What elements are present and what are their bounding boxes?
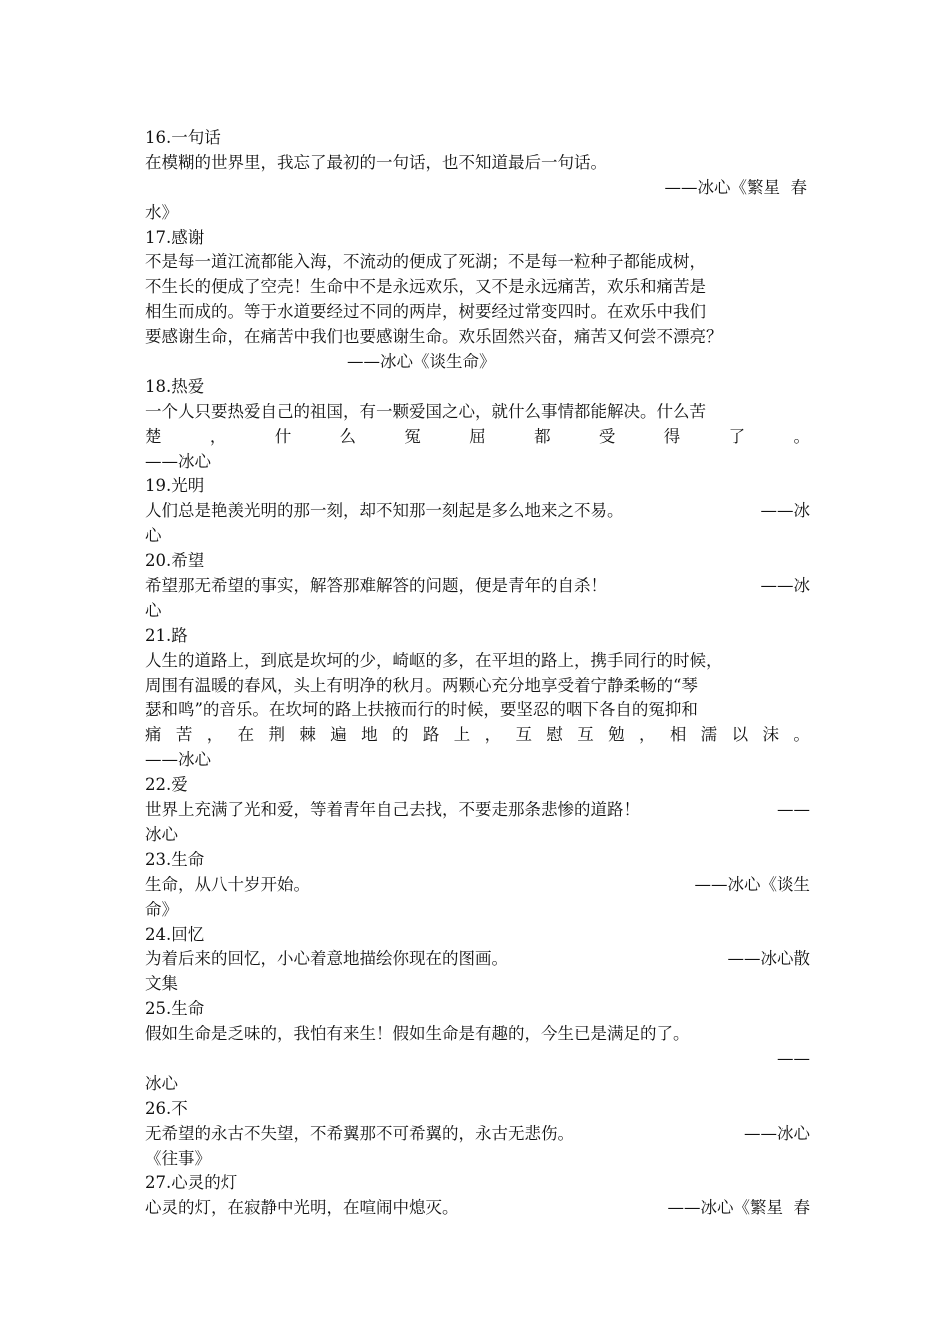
spread-char: 上 <box>453 725 471 745</box>
spread-char: 都 <box>534 426 551 446</box>
item-23-quote: 生命，从八十岁开始。 <box>145 874 310 894</box>
item-23-attribution: ——冰心《谈生 <box>694 874 810 894</box>
spread-char: 相 <box>669 725 687 745</box>
item-21-text: 周围有温暖的春风，头上有明净的秋月。两颗心充分地享受着宁静柔畅的“琴 <box>145 675 698 695</box>
spread-char: ， <box>484 725 502 745</box>
item-19-text <box>145 499 810 524</box>
spread-char: 楚 <box>145 426 162 446</box>
item-27-attribution: ——冰心《繁星 春 <box>667 1198 810 1218</box>
item-20-attribution-cont: 心 <box>145 600 162 620</box>
text-column <box>145 126 810 1221</box>
item-27-text <box>145 1196 810 1221</box>
item-26-quote: 无希望的永古不失望，不希翼那不可希翼的，永古无悲伤。 <box>145 1123 574 1143</box>
item-26-heading: 26.不 <box>145 1098 188 1118</box>
item-19-attribution: ——冰 <box>760 501 810 521</box>
spread-char: ， <box>206 725 224 745</box>
item-20-heading: 20.希望 <box>145 551 205 571</box>
item-25-attribution-cont: 冰心 <box>145 1073 178 1093</box>
item-16-attribution-cont: 水》 <box>145 202 178 222</box>
spread-char: 了 <box>728 426 746 446</box>
item-22-attribution: —— <box>777 800 810 820</box>
item-24-attribution-cont: 文集 <box>145 974 178 994</box>
spread-char: 沫 <box>762 725 779 745</box>
spread-char: 勉 <box>608 725 625 745</box>
item-18-text-spread <box>145 425 810 450</box>
item-21-heading: 21.路 <box>145 625 188 645</box>
item-24-attribution: ——冰心散 <box>727 949 810 969</box>
spread-char: ， <box>639 725 656 745</box>
item-22-attribution-cont: 冰心 <box>145 824 178 844</box>
spread-char: 。 <box>793 725 810 745</box>
item-20-quote: 希望那无希望的事实，解答那难解答的问题，便是青年的自杀！ <box>145 576 607 596</box>
item-20-text <box>145 574 810 599</box>
item-18-heading: 18.热爱 <box>145 376 205 396</box>
spread-char: 路 <box>422 725 440 745</box>
spread-char: 在 <box>237 725 255 745</box>
spread-char: 苦 <box>175 725 193 745</box>
item-24-text <box>145 947 810 972</box>
spread-char: 受 <box>598 426 616 446</box>
item-17-text: 相生而成的。等于水道要经过不同的两岸，树要经过常变四时。在欢乐中我们 <box>145 302 706 322</box>
item-20-attribution: ——冰 <box>760 576 810 596</box>
spread-char: 荆 <box>268 725 285 745</box>
item-18-text: 一个人只要热爱自己的祖国，有一颗爱国之心，就什么事情都能解决。什么苦 <box>145 401 706 421</box>
spread-char: 冤 <box>404 426 421 446</box>
item-23-text <box>145 873 810 898</box>
spread-char: 得 <box>663 426 681 446</box>
item-17-text: 要感谢生命，在痛苦中我们也要感谢生命。欢乐固然兴奋，痛苦又何尝不漂亮？ <box>145 327 723 347</box>
item-16-heading: 16.一句话 <box>145 128 221 147</box>
spread-char: 。 <box>793 426 810 446</box>
spread-char: 的 <box>392 725 409 745</box>
spread-char: 遍 <box>330 725 347 745</box>
item-27-quote: 心灵的灯，在寂静中光明，在喧闹中熄灭。 <box>145 1198 459 1218</box>
item-22-quote: 世界上充满了光和爱，等着青年自己去找，不要走那条悲惨的道路！ <box>145 800 640 820</box>
spread-char: 地 <box>361 725 378 745</box>
item-17-text: 不是每一道江流都能入海，不流动的便成了死湖；不是每一粒种子都能成树， <box>145 252 706 272</box>
item-19-quote: 人们总是艳羡光明的那一刻，却不知那一刻起是多么地来之不易。 <box>145 501 624 521</box>
item-25-heading: 25.生命 <box>145 999 205 1019</box>
item-19-heading: 19.光明 <box>145 476 205 496</box>
item-25-attribution: —— <box>777 1048 810 1068</box>
item-27-heading: 27.心灵的灯 <box>145 1173 238 1193</box>
item-19-attribution-cont: 心 <box>145 526 162 546</box>
item-23-attribution-cont: 命》 <box>145 899 178 919</box>
item-26-text <box>145 1122 810 1147</box>
item-21-text-spread <box>145 723 810 748</box>
item-21-text: 瑟和鸣”的音乐。在坎坷的路上扶掖而行的时候，要坚忍的咽下各自的冤抑和 <box>145 700 698 720</box>
spread-char: 痛 <box>145 725 162 745</box>
item-21-attribution: ——冰心 <box>145 750 211 770</box>
item-16-text: 在模糊的世界里，我忘了最初的一句话，也不知道最后一句话。 <box>145 152 607 172</box>
spread-char: 么 <box>339 426 357 446</box>
item-23-heading: 23.生命 <box>145 849 205 869</box>
item-17-attribution: ——冰心《谈生命》 <box>347 352 496 372</box>
spread-char: 什 <box>274 426 292 446</box>
item-17-heading: 17.感谢 <box>145 227 205 247</box>
item-22-heading: 22.爱 <box>145 775 188 795</box>
item-24-heading: 24.回忆 <box>145 924 205 944</box>
item-26-attribution: ——冰心 <box>744 1123 810 1143</box>
item-26-attribution-cont: 《往事》 <box>145 1148 211 1168</box>
item-25-text: 假如生命是乏味的，我怕有来生！假如生命是有趣的，今生已是满足的了。 <box>145 1024 690 1044</box>
item-24-quote: 为着后来的回忆，小心着意地描绘你现在的图画。 <box>145 949 508 969</box>
spread-char: 互 <box>515 725 532 745</box>
spread-char: ， <box>209 426 227 446</box>
spread-char: 屈 <box>469 426 486 446</box>
spread-char: 棘 <box>299 725 316 745</box>
item-22-text <box>145 798 810 823</box>
item-18-attribution: ——冰心 <box>145 451 211 471</box>
spread-char: 以 <box>731 725 749 745</box>
spread-char: 慰 <box>546 725 563 745</box>
spread-char: 濡 <box>700 725 718 745</box>
item-21-text: 人生的道路上，到底是坎坷的少，崎岖的多，在平坦的路上，携手同行的时候， <box>145 650 723 670</box>
item-17-text: 不生长的便成了空壳！生命中不是永远欢乐，又不是永远痛苦，欢乐和痛苦是 <box>145 277 706 297</box>
item-16-attribution: ——冰心《繁星 春 <box>664 177 807 197</box>
spread-char: 互 <box>577 725 594 745</box>
